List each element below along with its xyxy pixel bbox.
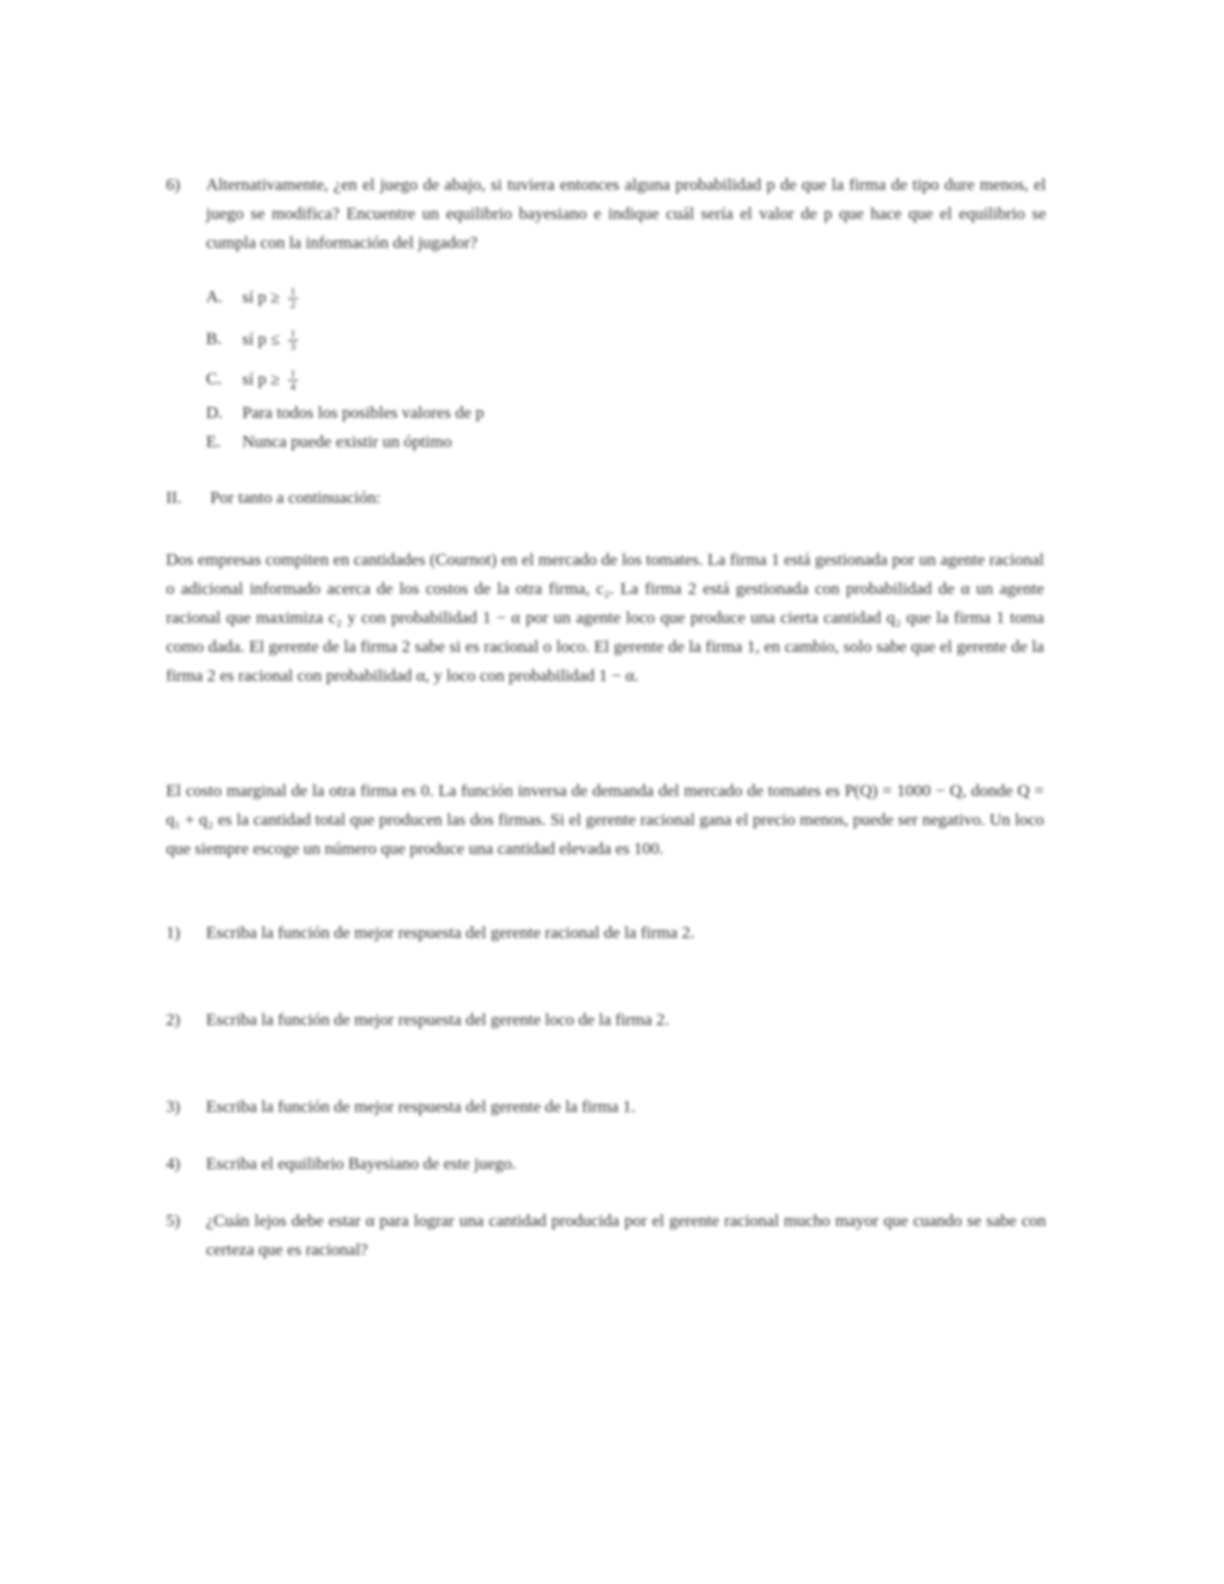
question-number: 3) [166,1097,181,1116]
question-5 [166,1206,1046,1264]
section-heading [166,488,381,508]
question-number: 1) [166,923,181,942]
option-prefix: sí p ≥ [242,369,280,389]
fraction-numerator: 1 [290,368,296,380]
section-title: Por tanto a continuación: [210,488,381,507]
fraction [288,286,298,311]
question-1 [166,918,1046,947]
question-4 [166,1149,1046,1178]
fraction-numerator: 1 [290,286,296,298]
option-letter: A. [206,287,223,307]
option-b [206,328,298,353]
fraction-denominator: 3 [290,341,296,353]
option-c [206,368,298,393]
option-prefix: sí p ≤ [242,329,280,349]
fraction [288,368,298,393]
problem-statement: Dos empresas compiten en cantidades (Cournot) en el mercado de los tomates. La firma 1 está gestionada por un agente racional o adicional informado acerca de los costos de la otra firma, c₂. La firma 2 está gestionada con probabilidad de α un agente racional que maximiza c₂ y con probabilidad 1 − α por un agente loco que produce una cierta cantidad q₂ que la firma 1 toma como dada. El gerente de la firma 2 sabe si es racional o loco. El gerente de la firma 1, en cambio, solo sabe que el gerente de la firma 2 es racional con probabilidad α, y loco con probabilidad 1 − α. [166,550,1044,685]
fraction-denominator: 4 [290,381,296,393]
option-a [206,286,298,311]
question-text: Escriba la función de mejor respuesta del gerente racional de la firma 2. [206,923,695,942]
question-text: Escriba la función de mejor respuesta del gerente de la firma 1. [206,1097,636,1116]
option-e [206,432,452,452]
option-prefix: sí p ≥ [242,287,280,307]
question-3 [166,1092,1046,1121]
problem-assumptions: El costo marginal de la otra firma es 0. La función inversa de demanda del mercado de tomates es P(Q) = 1000 − Q, donde Q = q₁ + q₂ es la cantidad total que producen las dos firmas. Si el gerente racional gana el precio menos, puede ser negativo. Un loco que siempre escoge un número que produce una cantidad elevada es 100. [166,781,1044,858]
question-number: 6) [166,175,181,194]
option-letter: C. [206,369,222,389]
option-text: Para todos los posibles valores de p [242,403,484,422]
question-6 [166,170,1046,257]
section-number: II. [166,488,182,507]
question-number: 2) [166,1010,181,1029]
question-number: 5) [166,1211,181,1230]
question-2 [166,1005,1046,1034]
option-letter: E. [206,432,221,451]
option-letter: B. [206,329,222,349]
fraction [288,328,298,353]
fraction-denominator: 2 [290,299,296,311]
question-text: Alternativamente, ¿en el juego de abajo, si tuviera entonces alguna probabilidad p de que la firma de tipo dure menos, el juego se modifica? Encuentre un equilibrio bayesiano e indique cuál sería el valor de p que hace que el equilibrio se cumpla con la información del jugador? [206,175,1046,252]
option-letter: D. [206,403,223,422]
question-number: 4) [166,1154,181,1173]
question-text: Escriba la función de mejor respuesta del gerente loco de la firma 2. [206,1010,670,1029]
question-text: Escriba el equilibrio Bayesiano de este juego. [206,1154,517,1173]
question-text: ¿Cuán lejos debe estar α para lograr una cantidad producida por el gerente racional mucho mayor que cuando se sabe con certeza que es racional? [206,1211,1046,1259]
option-text: Nunca puede existir un óptimo [242,432,452,451]
option-d [206,403,484,423]
fraction-numerator: 1 [290,328,296,340]
